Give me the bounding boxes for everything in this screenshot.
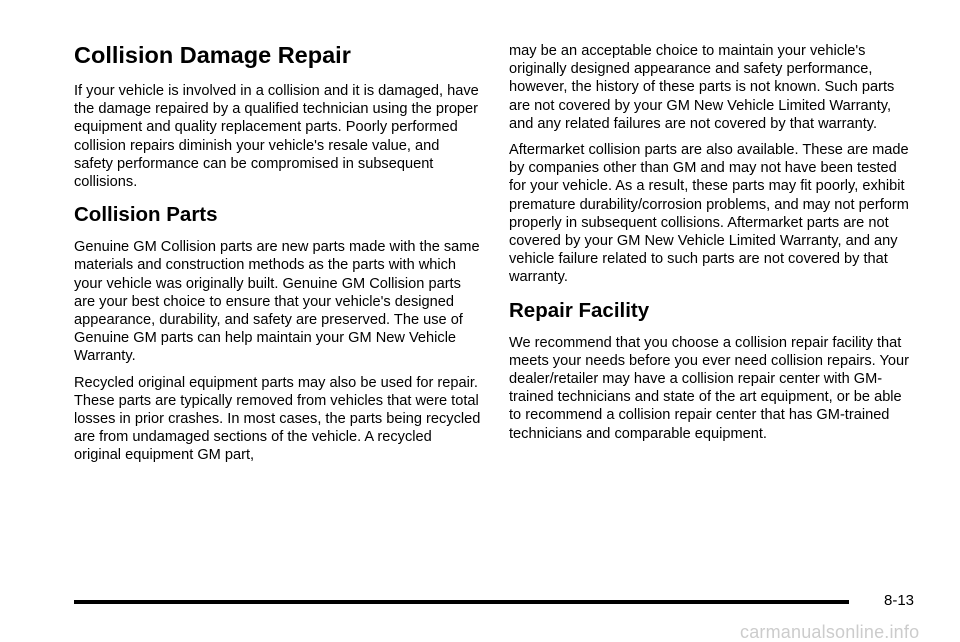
intro-paragraph: If your vehicle is involved in a collision and it is damaged, have the damage repaired by a qualified technician using the proper equipment and quality replacement parts. Poorly performed collision repairs diminish your vehicle's resale value, and safety performance can be compromised in subsequent collisions. — [74, 83, 479, 191]
aftermarket-parts-paragraph: Aftermarket collision parts are also available. These are made by companies other than GM and may not have been tested for your vehicle. As a result, these parts may fit poorly, exhibit premature durability/corrosion problems, and may not perform properly in subsequent collisions. Aftermarket parts are not covered by your GM New Vehicle Limited Warranty, and any vehicle failure related to such parts are not covered by that warranty. — [509, 142, 909, 286]
left-column — [74, 40, 482, 473]
footer-rule — [74, 600, 849, 604]
section-heading-collision-parts: Collision Parts — [74, 203, 218, 227]
watermark-text: carmanualsonline.info — [740, 622, 920, 642]
collision-parts-paragraph-3: may be an acceptable choice to maintain your vehicle's originally designed appearance and safety performance, however, the history of these parts is not known. Such parts are not covered by your GM New Vehicle Limited Warranty, and any related failures are not covered by that warranty. — [509, 43, 895, 132]
collision-parts-paragraph-2: Recycled original equipment parts may also be used for repair. These parts are typically removed from vehicles that were total losses in prior crashes. In most cases, the parts being recycled are from undamaged sections of the vehicle. A recycled original equipment GM part, — [74, 374, 481, 464]
collision-parts-paragraph-1: Genuine GM Collision parts are new parts made with the same materials and construction methods as the parts with which your vehicle was originally built. Genuine GM Collision parts are your best choice to ensure that your vehicle's designed appearance, durability, and safety are preserved. The use of Genuine GM parts can help maintain your GM New Vehicle Warranty. — [74, 239, 480, 365]
page-number: 8-13 — [884, 592, 915, 609]
page-title: Collision Damage Repair — [74, 42, 351, 68]
repair-facility-paragraph: We recommend that you choose a collision repair facility that meets your needs before you ever need collision repairs. Your dealer/retailer may have a collision repair center with GM-trained technicians and state of the art equipment, or be able to recommend a collision repair center that has GM-trained technicians and comparable equipment. — [509, 334, 909, 442]
section-heading-repair-facility: Repair Facility — [509, 298, 650, 322]
right-column — [509, 42, 917, 451]
